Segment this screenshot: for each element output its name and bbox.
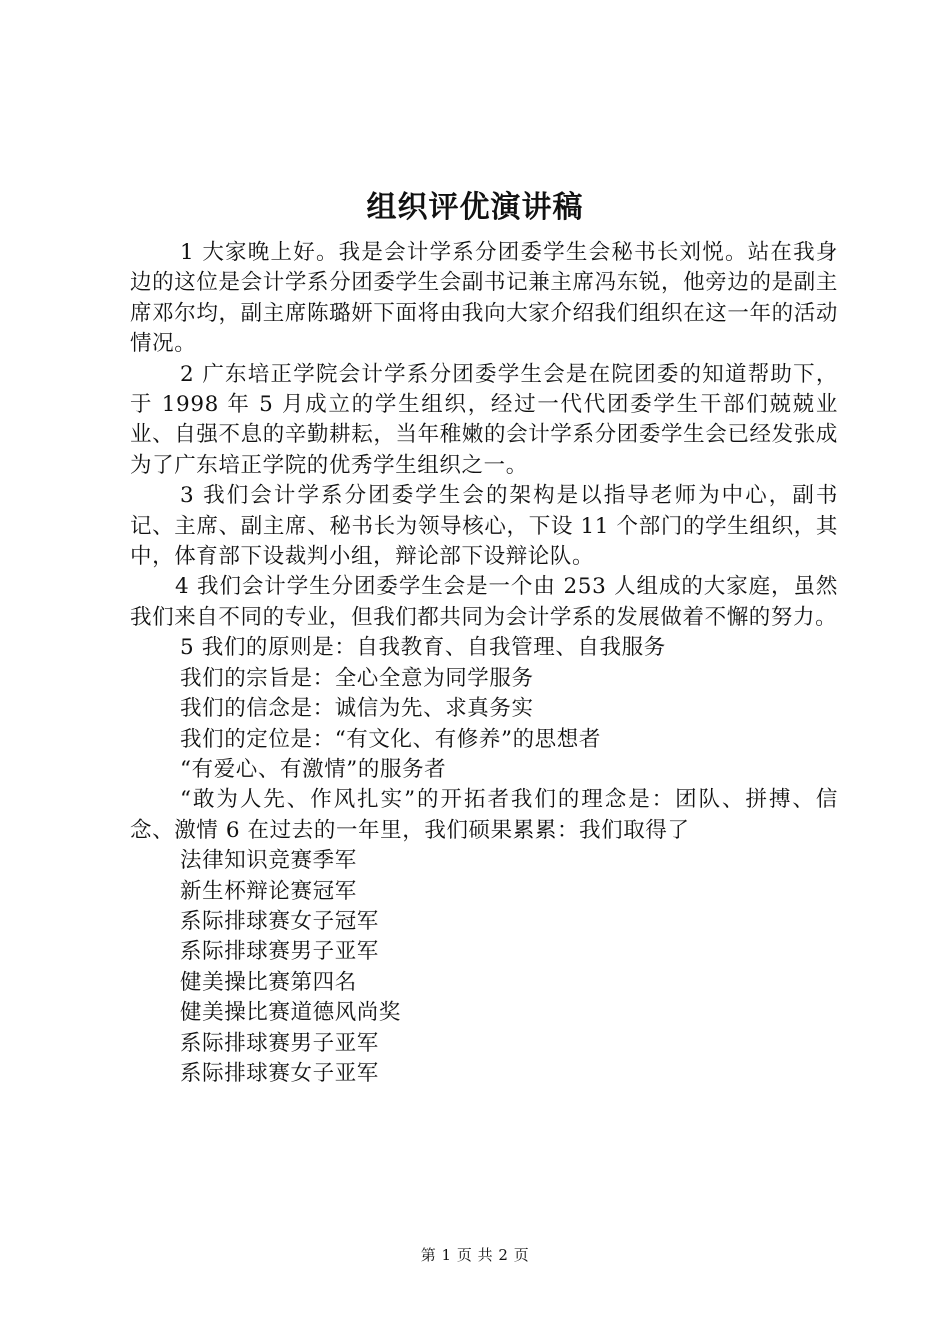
page-footer: 第 1 页 共 2 页 <box>420 1246 530 1264</box>
paragraph-history: 2 广东培正学院会计学系分团委学生会是在院团委的知道帮助下，于 1998 年 5 月成立的学生组织，经过一代代团委学生干部们兢兢业业、自强不息的辛勤耕耘，当年稚嫩的会计学系分团委学生会已经发张成为了广东培正学院的优秀学生组织之一。 <box>130 361 838 478</box>
principle-line: “有爱心、有激情”的服务者 <box>180 756 447 782</box>
document-title: 组织评优演讲稿 <box>366 190 584 225</box>
award-item: 新生杯辩论赛冠军 <box>180 878 357 904</box>
award-item: 系际排球赛男子亚军 <box>180 1030 379 1056</box>
award-item: 健美操比赛第四名 <box>180 969 357 995</box>
paragraph-structure: 3 我们会计学系分团委学生会的架构是以指导老师为中心，副书记、主席、副主席、秘书长为领导核心，下设 11 个部门的学生组织，其中，体育部下设裁判小组，辩论部下设辩论队。 <box>130 483 838 570</box>
paragraph-members: 4 我们会计学生分团委学生会是一个由 253 人组成的大家庭，虽然我们来自不同的专业，但我们都共同为会计学系的发展做着不懈的努力。 <box>130 574 838 630</box>
principle-line: 我们的定位是：“有文化、有修养”的思想者 <box>180 726 601 752</box>
paragraph-achievements: “敢为人先、作风扎实”的开拓者我们的理念是：团队、拼搏、信念、激情 6 在过去的一年里，我们硕果累累：我们取得了 <box>130 787 838 843</box>
award-item: 系际排球赛男子亚军 <box>180 939 379 965</box>
principle-line: 我们的信念是：诚信为先、求真务实 <box>180 696 534 722</box>
award-item: 健美操比赛道德风尚奖 <box>180 1000 402 1026</box>
paragraph-intro: 1 大家晚上好。我是会计学系分团委学生会秘书长刘悦。站在我身边的这位是会计学系分团委学生会副书记兼主席冯东锐，他旁边的是副主席邓尔均，副主席陈璐妍下面将由我向大家介绍我们组织在这一年的活动情况。 <box>130 240 838 357</box>
award-item: 系际排球赛女子冠军 <box>180 908 379 934</box>
award-item: 系际排球赛女子亚军 <box>180 1060 379 1086</box>
principle-line: 5 我们的原则是：自我教育、自我管理、自我服务 <box>180 635 666 661</box>
document-body <box>130 238 838 1089</box>
award-item: 法律知识竞赛季军 <box>180 848 357 874</box>
principle-line: 我们的宗旨是：全心全意为同学服务 <box>180 665 534 691</box>
